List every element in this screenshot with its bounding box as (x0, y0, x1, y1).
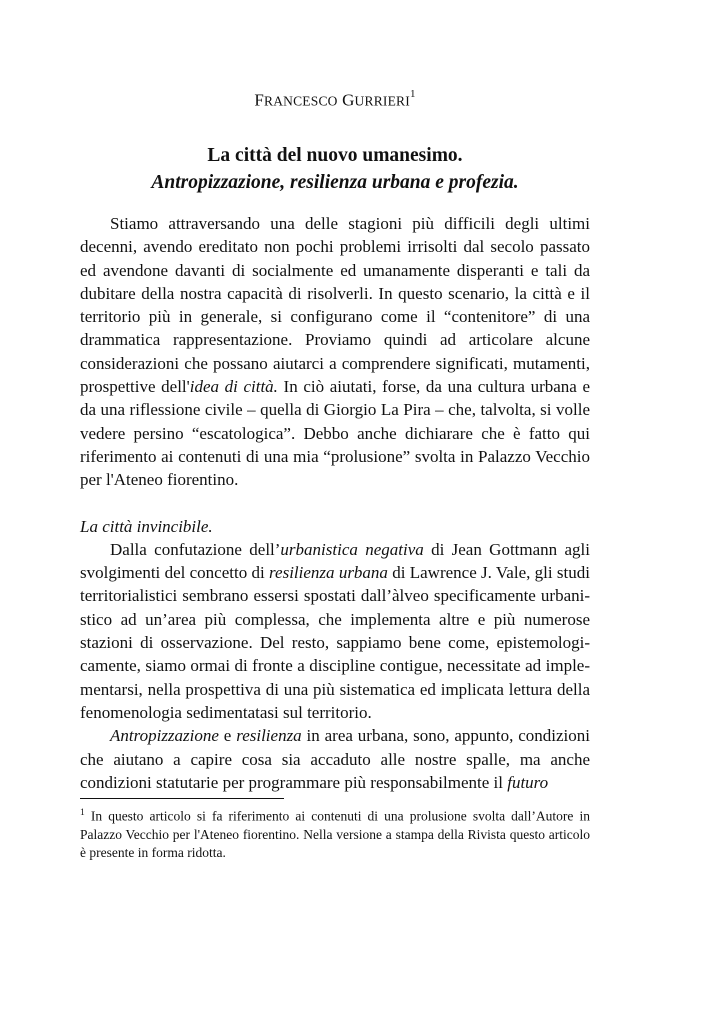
footnote-divider (80, 798, 284, 799)
emphasis-text: urbanistica negativa (280, 539, 424, 559)
footnote-number: 1 (80, 808, 85, 818)
emphasis-text: idea di città. (189, 377, 278, 397)
footnote-text: In questo articolo si fa riferimento ai contenuti di una prolusione svolta dall’Autore in Palazzo Vecchio per l'Ateneo fiorentino. Nella versione a stampa della Rivista questo articolo è presente in forma ridotta. (80, 808, 590, 860)
paragraph-text: e (218, 726, 237, 746)
paragraph-text: Dalla confutazione dell’ (110, 539, 281, 559)
emphasis-text: resilienza urbana (269, 563, 388, 583)
emphasis-text: Antropizzazione (110, 726, 219, 746)
author-last-initial: G (342, 90, 355, 110)
paragraph-text: di Lawrence J. Vale, gli studi territorialistici sembrano essersi spostati dall’àlveo specificamente urbani-stico ad un’area più complessa, che implementa altre e più numerose stazioni di osservazione. Del resto, sappiamo bene come, epistemologi-camente, siamo ormai di fronte a discipline contigue, necessitate ad imple-mentarsi, nella prospettiva di una più sistematica ed implicata lettura della fenomenologia sedimentatasi sul territorio. (80, 563, 590, 722)
paragraph-antropizzazione (80, 724, 590, 794)
author-footnote-ref[interactable]: 1 (409, 88, 416, 100)
paragraph-text: Stiamo attraversando una delle stagioni più difficili degli ultimi decenni, avendo ereditato non pochi problemi irrisolti dal secolo passato ed avendone davanti di socialmente ed umanamente disperanti e tali da dubitare della nostra capacità di risolverli. In questo scenario, la città e il territorio più in generale, si configurano come il “contenitore” di una drammatica rappresentazione. Proviamo quindi ad articolare alcune considerazioni che possano aiutarci a comprendere significati, mutamenti, prospettive dell' (80, 214, 590, 397)
section-heading: La città invincibile. (80, 516, 213, 536)
title-line-2: Antropizzazione, resilienza urbana e profezia. (151, 172, 519, 193)
emphasis-text: futuro (507, 772, 549, 792)
author-last-rest: URRIERI (354, 93, 410, 109)
paragraph-text: In ciò aiutati, forse, da una cultura urbana e da una riflessione civile – quella di Giorgio La Pira – che, talvolta, si volle vedere persino “escatologica”. Debbo anche dichiarare che è fatto qui riferimento ai contenuti di una mia “prolusione” svolta in Palazzo Vecchio per l'Ateneo fiorentino. (80, 377, 590, 490)
author-first-rest: RANCESCO (263, 93, 338, 109)
article-body (80, 212, 590, 794)
emphasis-text: resilienza (236, 726, 302, 746)
paragraph-intro (80, 212, 590, 492)
paragraph-spacer (80, 492, 590, 515)
footnote (80, 804, 590, 862)
author-name (80, 90, 590, 111)
author-first-initial: F (254, 90, 264, 110)
paragraph-text: in area urbana, sono, appunto, condizioni che aiutano a capire cosa sia accaduto alle nostre spalle, ma anche condizioni statutarie per programmare più responsabilmente il (80, 726, 590, 792)
paragraph-confutazione (80, 538, 590, 724)
title-line-1: La città del nuovo umanesimo. (207, 145, 463, 166)
paragraph-text: di Jean Gottmann agli svolgimenti del concetto di (80, 539, 590, 583)
